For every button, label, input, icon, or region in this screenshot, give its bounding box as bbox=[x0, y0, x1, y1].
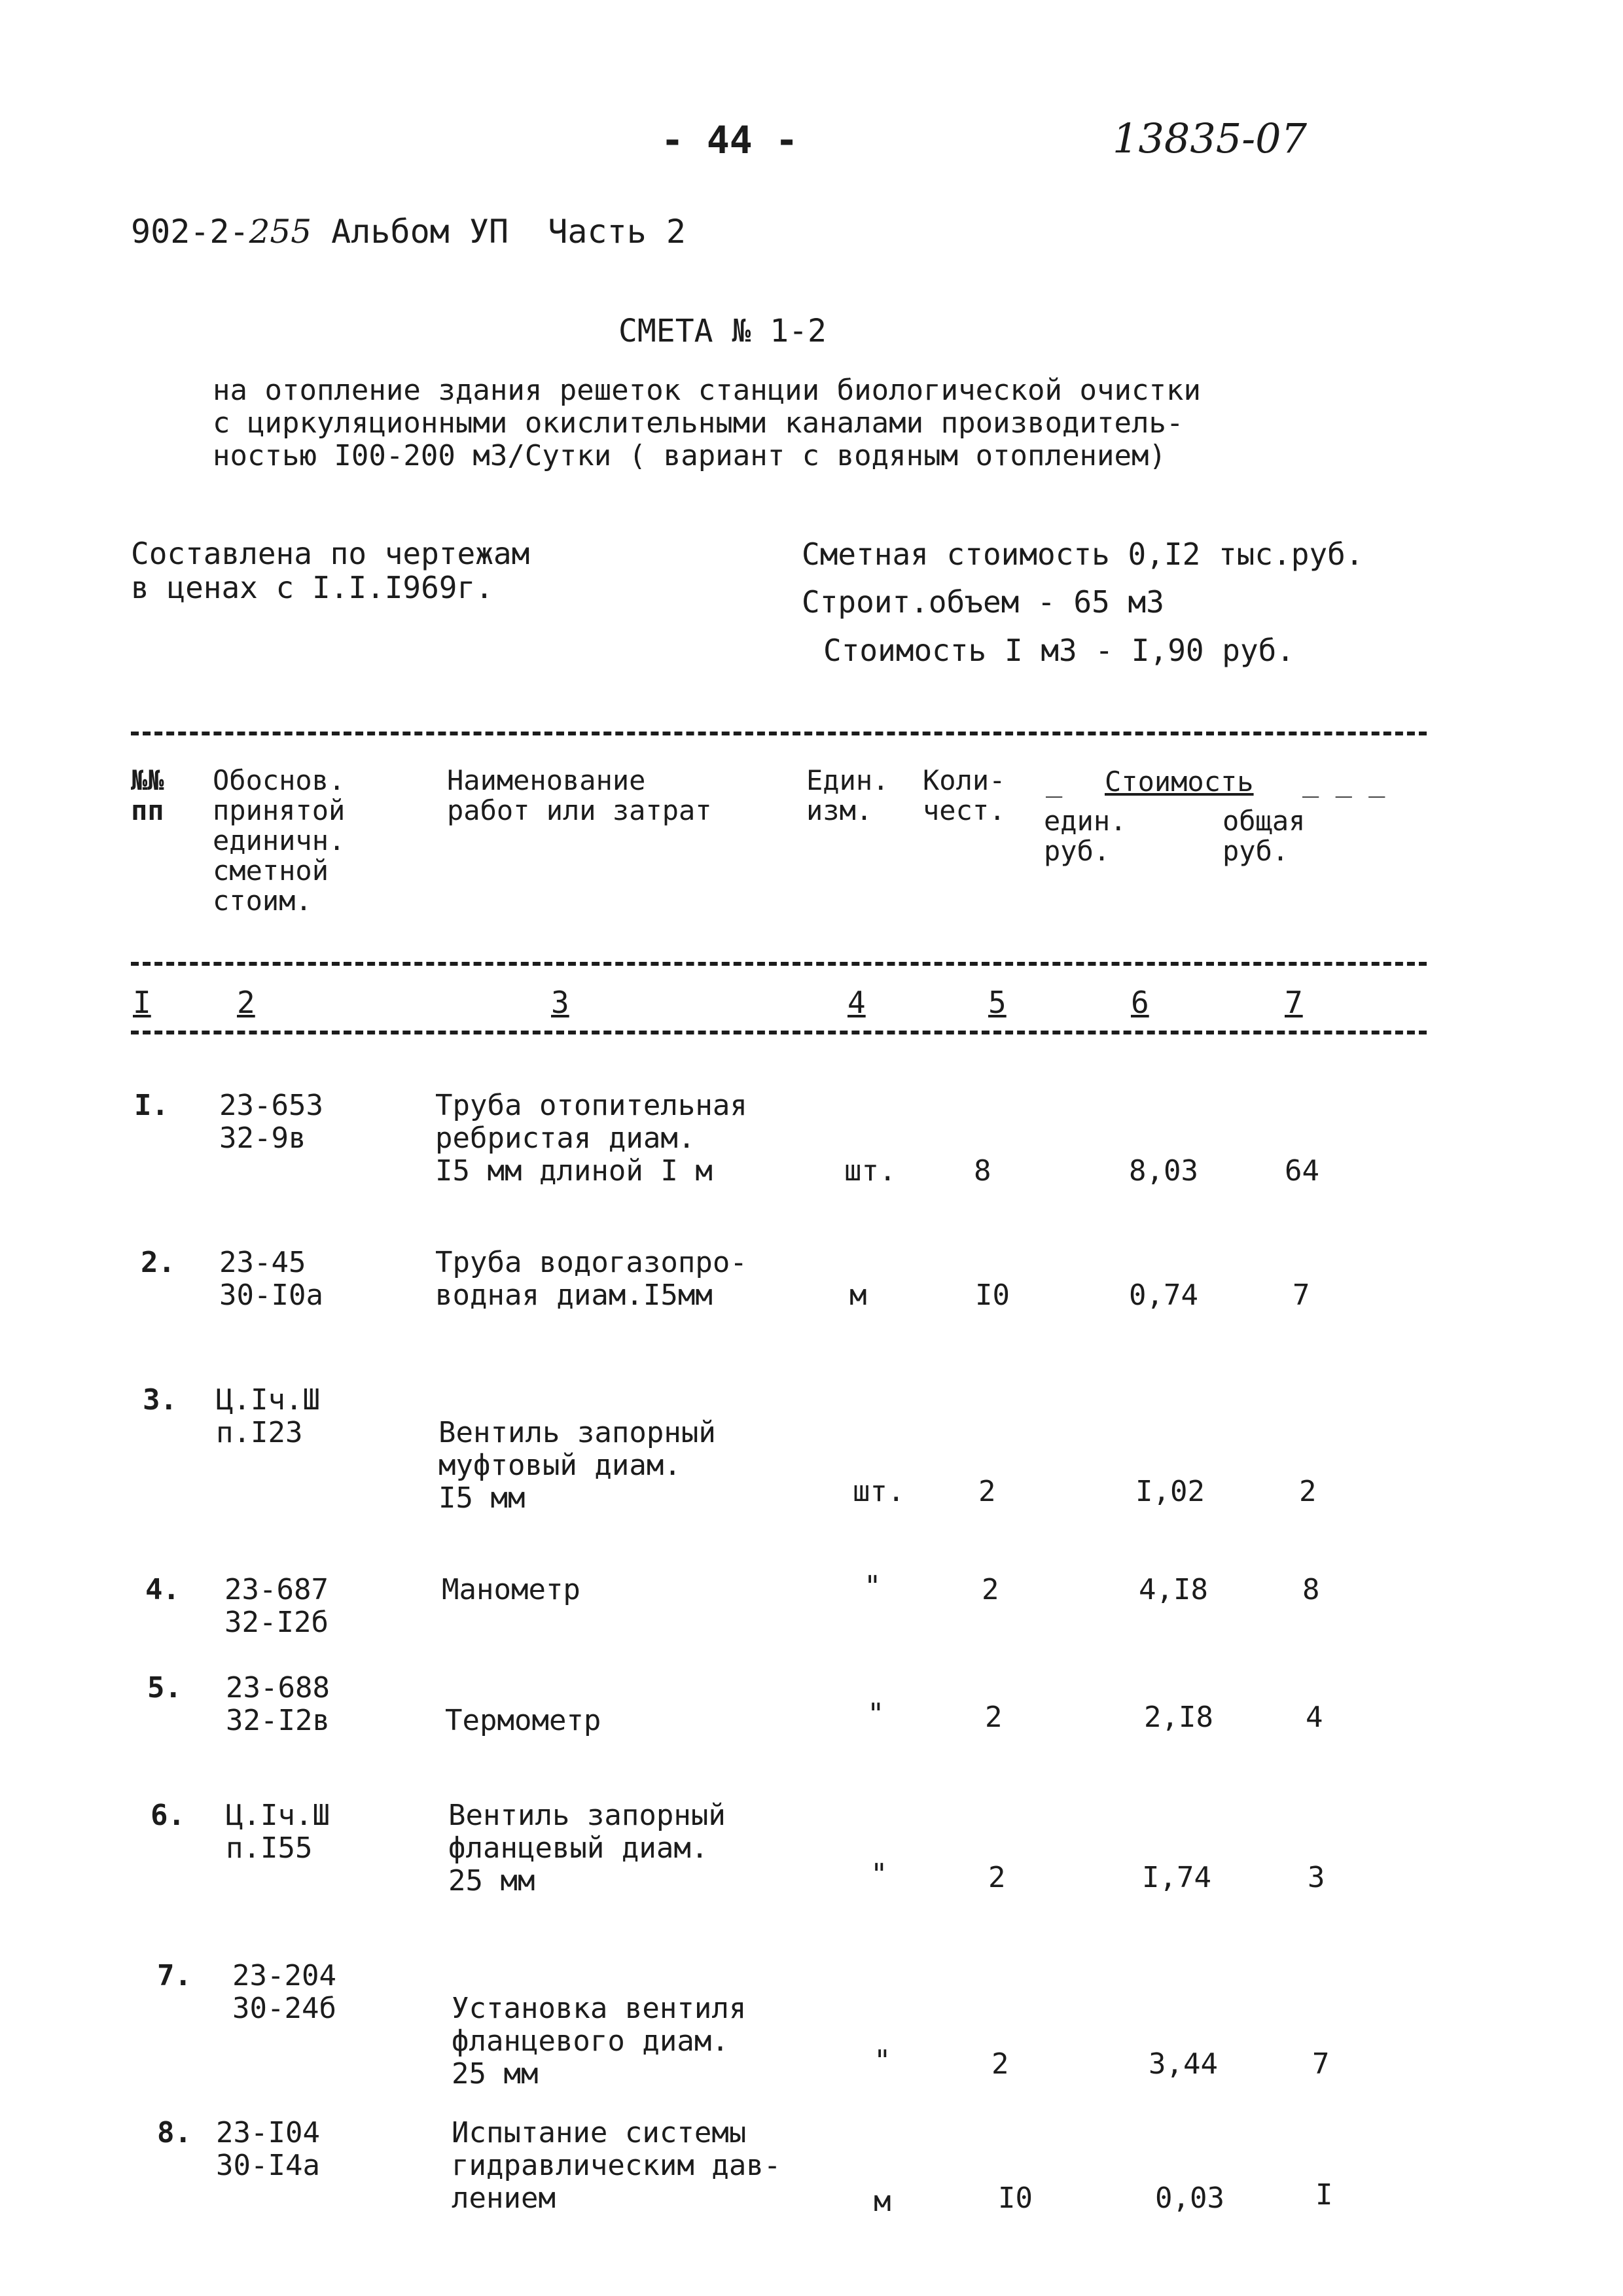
row-unit: шт. bbox=[844, 1154, 897, 1188]
row-name: Испытание системы гидравлическим дав- лением bbox=[452, 2116, 781, 2215]
table-top-divider bbox=[131, 732, 1427, 735]
row-name: Вентиль запорный муфтовый диам. I5 мм bbox=[438, 1416, 716, 1515]
page-number: - 44 - bbox=[661, 118, 798, 162]
row-total: I bbox=[1315, 2178, 1333, 2212]
row-number: 8. bbox=[157, 2116, 192, 2149]
estimate-title: СМЕТА № 1-2 bbox=[618, 313, 827, 349]
row-code: Ц.Iч.Ш п.I23 bbox=[216, 1383, 320, 1449]
estimate-subtitle: на отопление здания решеток станции биологической очистки с циркуляционными окислительными каналами производитель- ностью I00-200 м3/Сутки ( вариант с водяным отоплением) bbox=[213, 374, 1201, 472]
estimated-cost: Сметная стоимость 0,I2 тыс.руб. bbox=[802, 537, 1364, 572]
column-number: 3 bbox=[551, 985, 569, 1020]
row-unit: м bbox=[849, 1279, 867, 1312]
header-cost-dash-right: _ _ _ bbox=[1302, 766, 1385, 798]
row-code: 23-45 30-I0а bbox=[219, 1246, 323, 1312]
row-price: 8,03 bbox=[1129, 1154, 1198, 1188]
column-number: 7 bbox=[1285, 985, 1303, 1020]
row-total: 2 bbox=[1299, 1475, 1317, 1508]
row-name: Установка вентиля фланцевого диам. 25 мм bbox=[452, 1992, 747, 2091]
row-code: Ц.Iч.Ш п.I55 bbox=[226, 1799, 330, 1865]
header-row-number: №№ пп bbox=[131, 764, 164, 826]
row-qty: 2 bbox=[982, 1573, 999, 1606]
row-price: 3,44 bbox=[1149, 2047, 1218, 2081]
row-number: 2. bbox=[141, 1246, 175, 1279]
row-unit: " bbox=[870, 1858, 888, 1891]
header-cost-dash-left: _ bbox=[1046, 766, 1063, 798]
row-number: 6. bbox=[151, 1799, 185, 1832]
column-number: 2 bbox=[237, 985, 255, 1020]
row-unit: м bbox=[874, 2185, 891, 2218]
row-total: 7 bbox=[1293, 1279, 1310, 1312]
row-code: 23-688 32-I2в bbox=[226, 1671, 330, 1737]
row-name: Труба отопительная ребристая диам. I5 мм длиной I м bbox=[435, 1089, 747, 1188]
album-prefix: 902-2- bbox=[131, 213, 249, 251]
document-number: 13835-07 bbox=[1113, 115, 1308, 162]
row-total: 3 bbox=[1308, 1861, 1325, 1894]
row-number: 5. bbox=[147, 1671, 182, 1704]
row-qty: I0 bbox=[975, 1279, 1010, 1312]
row-name: Труба водогазопро- водная диам.I5мм bbox=[435, 1246, 747, 1312]
compiled-info: Составлена по чертежам в ценах с I.I.I969г. bbox=[131, 536, 530, 605]
row-price: I,74 bbox=[1142, 1861, 1211, 1894]
row-name: Вентиль запорный фланцевый диам. 25 мм bbox=[448, 1799, 726, 1898]
row-price: 2,I8 bbox=[1144, 1701, 1213, 1734]
row-price: I,02 bbox=[1135, 1475, 1205, 1508]
column-number: 6 bbox=[1131, 985, 1149, 1020]
row-name: Термометр bbox=[445, 1704, 601, 1737]
row-qty: I0 bbox=[998, 2181, 1033, 2215]
column-number: I bbox=[133, 985, 151, 1020]
header-unit-price: един. руб. bbox=[1044, 805, 1127, 867]
row-price: 0,03 bbox=[1155, 2181, 1224, 2215]
row-unit: шт. bbox=[853, 1475, 905, 1508]
cost-per-m3: Стоимость I м3 - I,90 руб. bbox=[823, 633, 1295, 668]
album-reference bbox=[131, 213, 686, 251]
header-justification: Обоснов. принятой единичн. сметной стоим. bbox=[213, 764, 346, 917]
row-number: 3. bbox=[143, 1383, 177, 1417]
row-qty: 2 bbox=[988, 1861, 1006, 1894]
row-total: 4 bbox=[1306, 1701, 1323, 1734]
album-suffix: Альбом УП Часть 2 bbox=[312, 213, 687, 251]
row-code: 23-653 32-9в bbox=[219, 1089, 323, 1155]
row-code: 23-204 30-24б bbox=[232, 1959, 336, 2025]
column-number: 4 bbox=[847, 985, 866, 1020]
row-code: 23-687 32-I2б bbox=[224, 1573, 329, 1639]
header-quantity: Коли- чест. bbox=[923, 764, 1006, 826]
album-handwritten-number: 255 bbox=[249, 213, 312, 251]
building-volume: Строит.объем - 65 м3 bbox=[802, 584, 1164, 620]
row-qty: 2 bbox=[991, 2047, 1009, 2081]
row-price: 4,I8 bbox=[1139, 1573, 1208, 1606]
row-number: I. bbox=[134, 1089, 169, 1122]
row-price: 0,74 bbox=[1129, 1279, 1198, 1312]
row-total: 8 bbox=[1302, 1573, 1320, 1606]
row-name: Манометр bbox=[442, 1573, 580, 1606]
row-number: 7. bbox=[157, 1959, 192, 1992]
header-total: общая руб. bbox=[1222, 805, 1306, 867]
header-unit: Един. изм. bbox=[806, 764, 889, 826]
row-unit: " bbox=[867, 1697, 885, 1731]
header-cost: Стоимость bbox=[1105, 766, 1254, 798]
column-numbers-underline bbox=[131, 1031, 1427, 1034]
row-qty: 2 bbox=[985, 1701, 1003, 1734]
header-bottom-divider bbox=[131, 962, 1427, 966]
row-unit: " bbox=[874, 2044, 891, 2077]
row-total: 64 bbox=[1285, 1154, 1319, 1188]
row-code: 23-I04 30-I4а bbox=[216, 2116, 320, 2182]
row-qty: 8 bbox=[974, 1154, 991, 1188]
row-total: 7 bbox=[1312, 2047, 1330, 2081]
column-number: 5 bbox=[988, 985, 1007, 1020]
row-qty: 2 bbox=[978, 1475, 996, 1508]
header-work-name: Наименование работ или затрат bbox=[447, 764, 712, 826]
row-number: 4. bbox=[145, 1573, 180, 1606]
row-unit: " bbox=[864, 1570, 882, 1603]
